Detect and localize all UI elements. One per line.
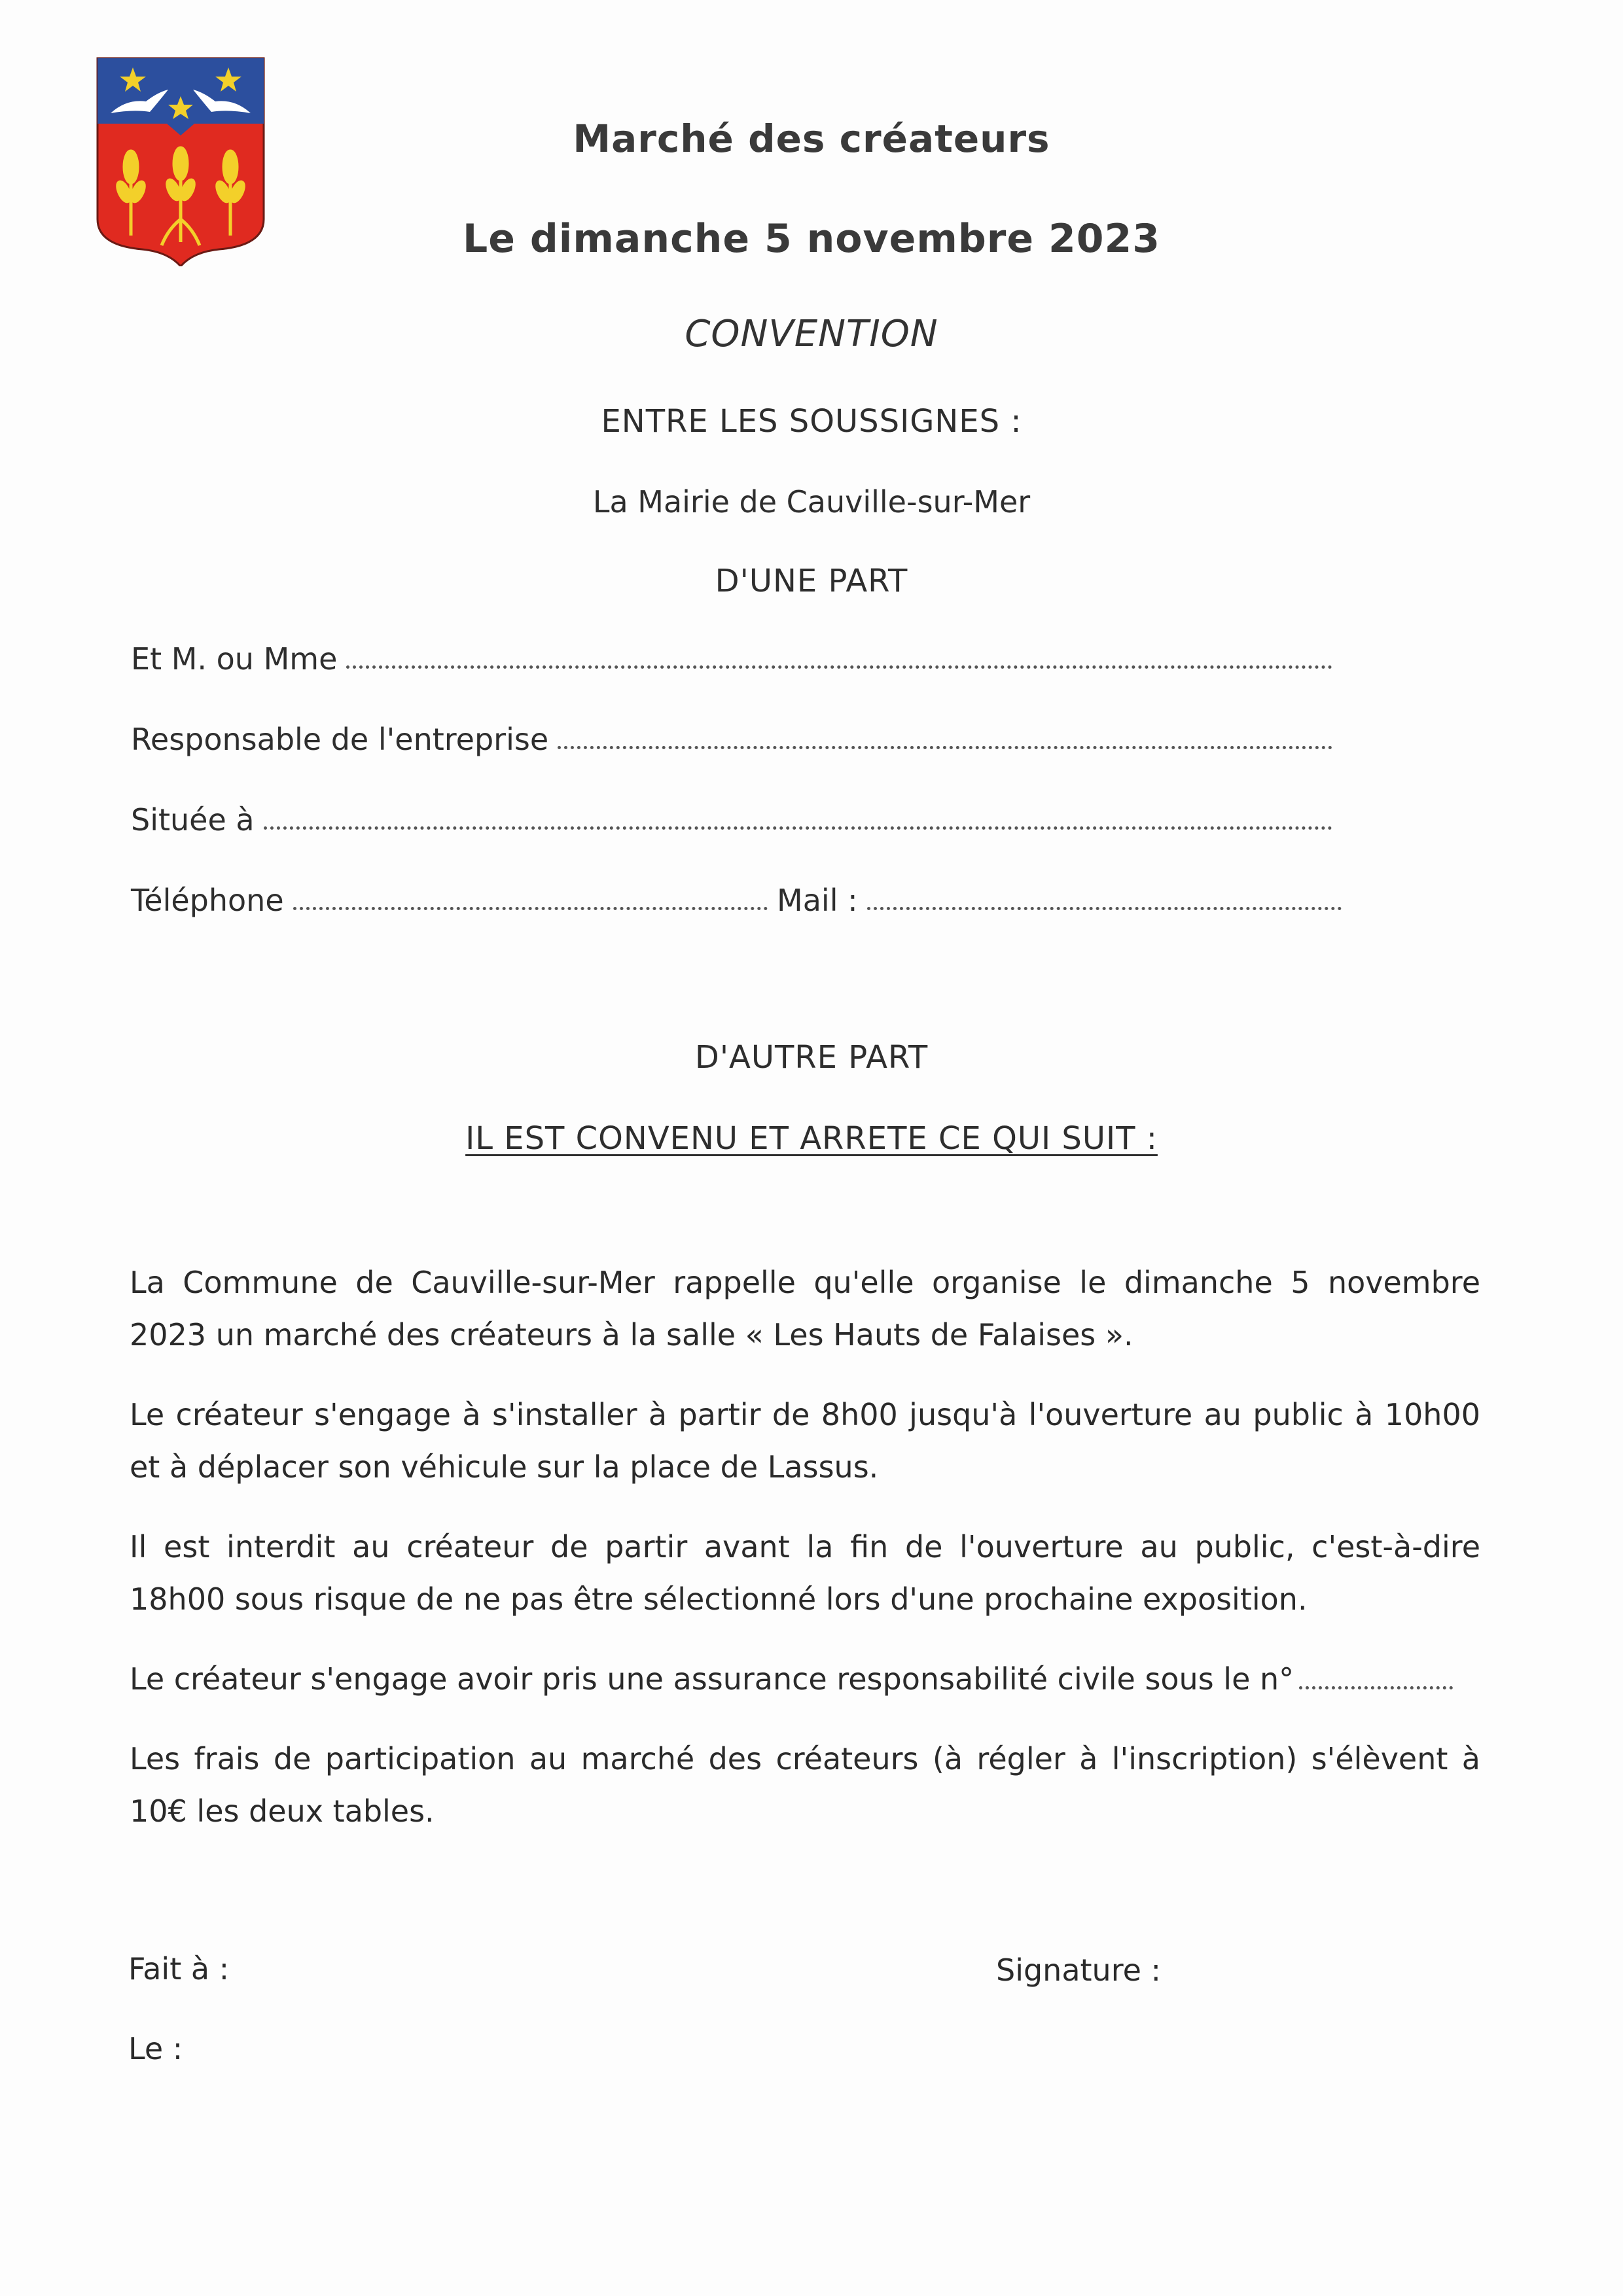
paragraph-installation: Le créateur s'engage à s'installer à partir de 8h00 jusqu'à l'ouverture au public à 10h00 et à déplacer son véhicule sur la place de Lassus.	[130, 1397, 1480, 1485]
contact-field-row[interactable]	[131, 883, 1342, 918]
document-title: Marché des créateurs	[573, 116, 1050, 161]
paragraph-departure: Il est interdit au créateur de partir avant la fin de l'ouverture au public, c'est-à-dire 18h00 sous risque de ne pas être sélectionné lors d'une prochaine exposition.	[130, 1529, 1480, 1617]
name-field-dotted-line[interactable]	[346, 665, 1332, 669]
signature-label: Signature :	[996, 1952, 1162, 1988]
first-party-name: La Mairie de Cauville-sur-Mer	[592, 484, 1031, 520]
responsable-field-label: Responsable de l'entreprise	[131, 722, 549, 757]
convention-heading: CONVENTION	[685, 313, 938, 355]
address-field-label: Située à	[131, 802, 255, 838]
second-party-label: D'AUTRE PART	[694, 1039, 929, 1076]
mail-field-dotted-line[interactable]	[867, 906, 1342, 910]
paragraph-organisation: La Commune de Cauville-sur-Mer rappelle qu'elle organise le dimanche 5 novembre 2023 un marché des créateurs à la salle « Les Hauts de Falaises ».	[130, 1265, 1480, 1352]
paragraph-fees: Les frais de participation au marché des créateurs (à régler à l'inscription) s'élèvent à 10€ les deux tables.	[130, 1741, 1480, 1829]
first-party-label: D'UNE PART	[715, 563, 908, 599]
responsable-field-dotted-line[interactable]	[558, 745, 1332, 749]
name-field-label: Et M. ou Mme	[131, 641, 338, 677]
insurance-text: Le créateur s'engage avoir pris une assurance responsabilité civile sous le n°	[130, 1661, 1294, 1697]
telephone-field-dotted-line[interactable]	[293, 906, 768, 910]
agreement-heading-text: IL EST CONVENU ET ARRETE CE QUI SUIT :	[465, 1120, 1158, 1157]
event-date: Le dimanche 5 novembre 2023	[463, 216, 1160, 262]
paragraph-insurance	[130, 1653, 1480, 1705]
parties-heading: ENTRE LES SOUSSIGNES :	[601, 403, 1022, 440]
name-field-row[interactable]	[131, 641, 1342, 677]
fait-a-label: Fait à :	[128, 1951, 230, 1987]
date-label: Le :	[128, 2031, 183, 2066]
telephone-field-label: Téléphone	[131, 883, 284, 918]
responsable-field-row[interactable]	[131, 722, 1342, 757]
mail-field-label: Mail :	[777, 883, 858, 918]
address-field-row[interactable]	[131, 802, 1342, 838]
insurance-number-dotted-line[interactable]	[1299, 1686, 1453, 1689]
address-field-dotted-line[interactable]	[264, 826, 1332, 830]
agreement-heading	[0, 1120, 1623, 1157]
